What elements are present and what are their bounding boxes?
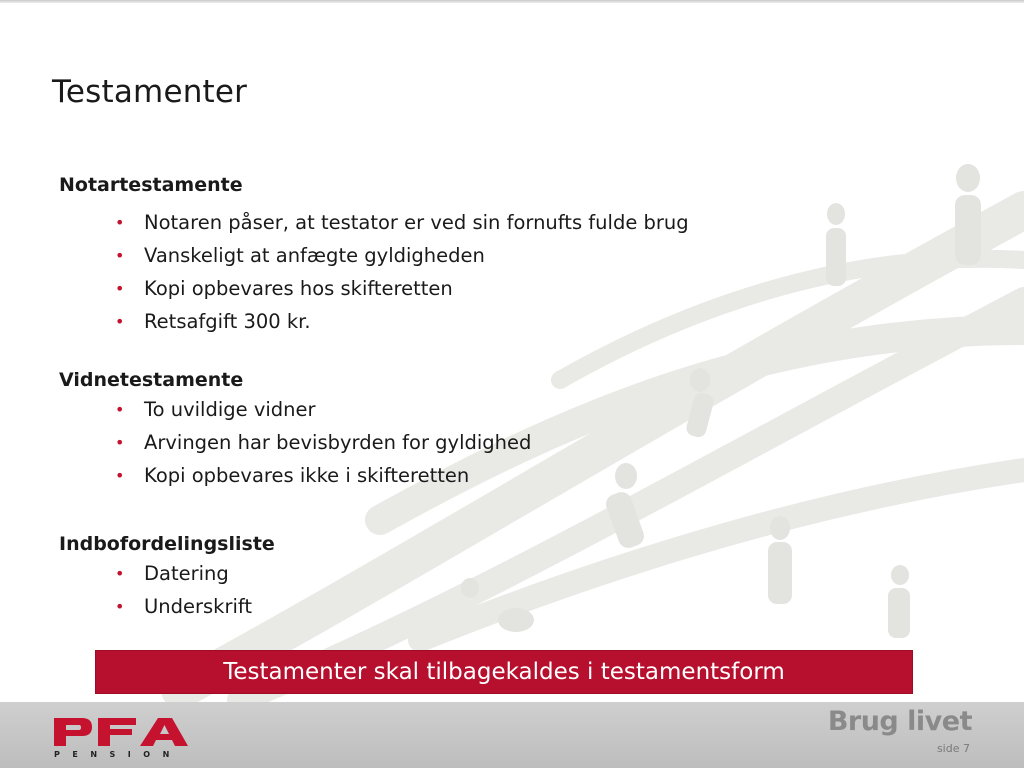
highlight-banner: Testamenter skal tilbagekaldes i testamentsform — [96, 651, 912, 693]
list-item-text: Kopi opbevares hos skifteretten — [144, 277, 453, 300]
list-item-text: Vanskeligt at anfægte gyldigheden — [144, 244, 485, 267]
pfa-pension-logo — [52, 714, 192, 758]
section-heading: Vidnetestamente — [59, 369, 244, 391]
section-indbofordelingsliste — [59, 531, 275, 623]
bullet-list — [59, 206, 689, 338]
list-item — [115, 272, 689, 305]
list-item — [115, 239, 689, 272]
section-vidnetestamente — [59, 367, 531, 492]
logo-subtext: PENSION — [54, 750, 182, 758]
list-item — [115, 426, 531, 459]
list-item-text: To uvildige vidner — [144, 398, 316, 421]
list-item-text: Arvingen har bevisbyrden for gyldighed — [144, 431, 532, 454]
list-item — [115, 459, 531, 492]
list-item — [115, 393, 531, 426]
slide-title: Testamenter — [52, 74, 248, 110]
list-item-text: Datering — [144, 562, 229, 585]
bullet-icon: • — [115, 597, 125, 616]
list-item — [115, 557, 275, 590]
list-item-text: Kopi opbevares ikke i skifteretten — [144, 464, 470, 487]
list-item-text: Underskrift — [144, 595, 253, 618]
page-number: side 7 — [936, 742, 970, 755]
bullet-icon: • — [115, 400, 125, 419]
list-item — [115, 206, 689, 239]
bullet-icon: • — [115, 466, 125, 485]
bullet-list — [59, 393, 531, 492]
section-notartestamente — [59, 172, 689, 338]
bullet-icon: • — [115, 213, 125, 232]
list-item — [115, 305, 689, 338]
section-heading: Notartestamente — [59, 174, 243, 196]
bullet-icon: • — [115, 279, 125, 298]
bullet-icon: • — [115, 312, 125, 331]
list-item-text: Retsafgift 300 kr. — [144, 310, 311, 333]
bullet-list — [59, 557, 275, 623]
section-heading: Indbofordelingsliste — [59, 533, 275, 555]
list-item — [115, 590, 275, 623]
footer-bar — [0, 702, 1024, 768]
bullet-icon: • — [115, 433, 125, 452]
bullet-icon: • — [115, 246, 125, 265]
tagline: Brug livet — [827, 706, 972, 737]
bullet-icon: • — [115, 564, 125, 583]
list-item-text: Notaren påser, at testator er ved sin fornufts fulde brug — [144, 211, 689, 234]
